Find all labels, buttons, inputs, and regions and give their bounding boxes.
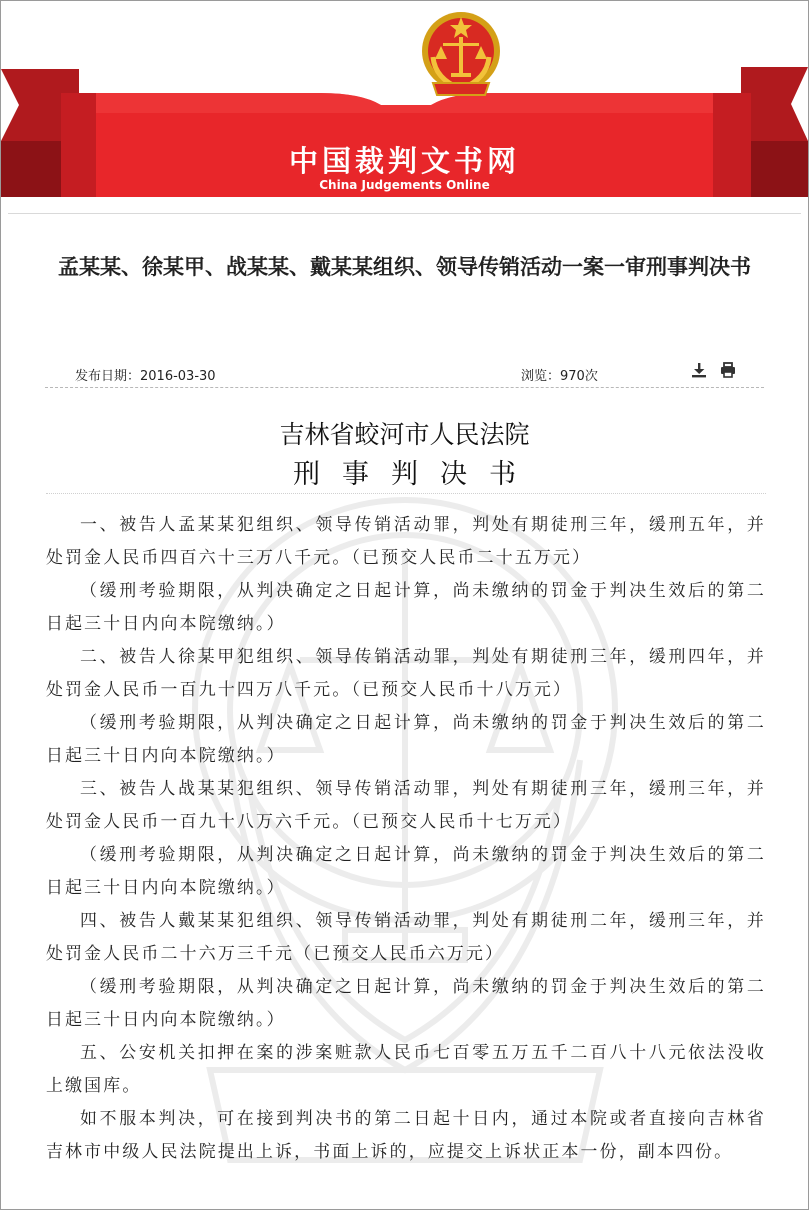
court-name: 吉林省蛟河市人民法院 (279, 420, 530, 449)
verdict-note: （缓刑考验期限，从判决确定之日起计算，尚未缴纳的罚金于判决生效后的第二日起三十日内向本院缴纳。） (46, 712, 766, 765)
header-divider (8, 213, 801, 214)
site-header (1, 1, 808, 197)
site-name-en: China Judgements Online (319, 178, 490, 192)
verdict-item: 一、被告人孟某某犯组织、领导传销活动罪，判处有期徒刑三年，缓刑五年，并处罚金人民币四百六十三万八千元。（已预交人民币二十五万元） (46, 514, 766, 567)
publish-date: 发布日期：2016-03-30 (75, 369, 216, 384)
meta-divider (45, 387, 764, 388)
view-count: 浏览：970次 (521, 369, 598, 384)
verdict-item: 四、被告人戴某某犯组织、领导传销活动罪，判处有期徒刑二年，缓刑三年，并处罚金人民币二十六万三千元（已预交人民币六万元） (46, 910, 766, 963)
verdict-note: （缓刑考验期限，从判决确定之日起计算，尚未缴纳的罚金于判决生效后的第二日起三十日内向本院缴纳。） (46, 844, 766, 897)
verdict-item: 三、被告人战某某犯组织、领导传销活动罪，判处有期徒刑三年，缓刑三年，并处罚金人民币一百九十八万六千元。（已预交人民币十七万元） (46, 778, 766, 831)
appeal-notice: 如不服本判决，可在接到判决书的第二日起十日内，通过本院或者直接向吉林省吉林市中级人民法院提出上诉，书面上诉的，应提交上诉状正本一份，副本四份。 (46, 1108, 766, 1161)
verdict-note: （缓刑考验期限，从判决确定之日起计算，尚未缴纳的罚金于判决生效后的第二日起三十日内向本院缴纳。） (46, 580, 766, 633)
download-icon[interactable] (690, 361, 708, 379)
verdict-note: （缓刑考验期限，从判决确定之日起计算，尚未缴纳的罚金于判决生效后的第二日起三十日内向本院缴纳。） (46, 976, 766, 1029)
verdict-item: 二、被告人徐某甲犯组织、领导传销活动罪，判处有期徒刑三年，缓刑四年，并处罚金人民币一百九十四万八千元。（已预交人民币十八万元） (46, 646, 766, 699)
verdict-item: 五、公安机关扣押在案的涉案赃款人民币七百零五万五千二百八十八元依法没收上缴国库。 (46, 1042, 766, 1095)
site-name-cn: 中国裁判文书网 (288, 144, 520, 178)
judgment-content (46, 508, 766, 1168)
court-emblem-icon (419, 9, 503, 99)
document-type: 刑事判决书 (293, 459, 538, 490)
document-title: 孟某某、徐某甲、战某某、戴某某组织、领导传销活动一案一审刑事判决书 (58, 255, 751, 279)
content-divider (46, 493, 766, 494)
document-tools (690, 361, 743, 383)
print-icon[interactable] (719, 361, 737, 379)
